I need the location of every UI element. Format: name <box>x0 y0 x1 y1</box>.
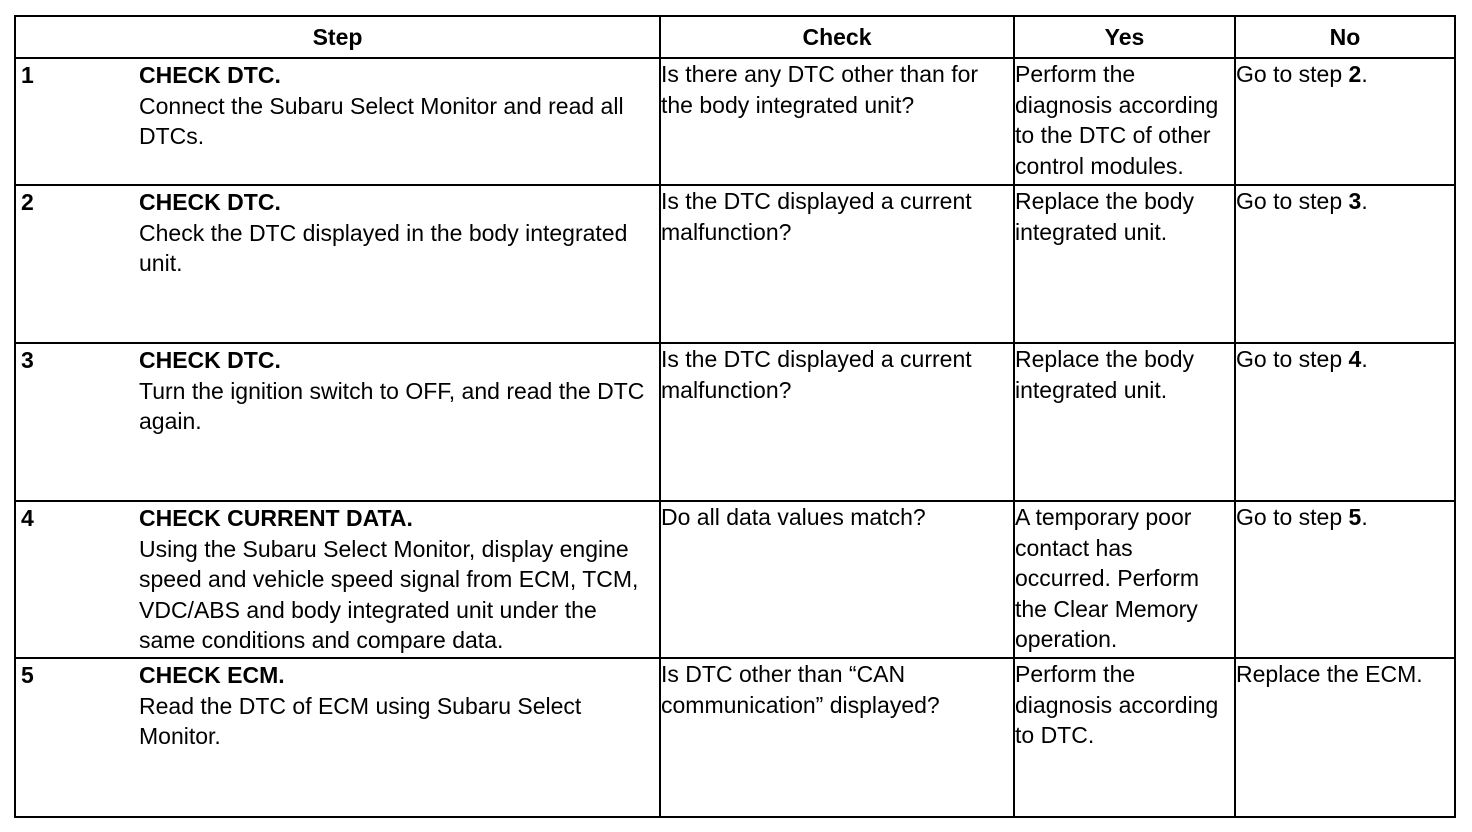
no-text: Go to step <box>1236 61 1349 87</box>
table-row <box>15 58 1455 185</box>
no-cell <box>1235 58 1455 185</box>
step-number: 2 <box>21 189 34 215</box>
no-step-number: 5 <box>1348 504 1362 530</box>
header-yes: Yes <box>1014 16 1235 58</box>
step-cell <box>15 58 660 185</box>
no-text: Go to step <box>1236 504 1349 530</box>
step-title: CHECK DTC. <box>139 189 281 215</box>
step-number: 4 <box>21 505 34 531</box>
no-step-number: 4 <box>1348 346 1362 372</box>
diagnostic-table <box>14 15 1456 818</box>
step-number: 5 <box>21 662 34 688</box>
step-title: CHECK DTC. <box>139 347 281 373</box>
table-row <box>15 658 1455 817</box>
step-title: CHECK ECM. <box>139 662 285 688</box>
no-suffix: . <box>1361 61 1368 87</box>
yes-cell: Replace the body integrated unit. <box>1014 185 1235 343</box>
no-text: Replace the ECM. <box>1236 661 1423 687</box>
table-row <box>15 501 1455 658</box>
step-description: Turn the ignition switch to OFF, and read the DTC again. <box>139 377 645 434</box>
header-check: Check <box>660 16 1014 58</box>
no-cell <box>1235 501 1455 658</box>
no-suffix: . <box>1361 346 1368 372</box>
no-cell <box>1235 185 1455 343</box>
no-text: Go to step <box>1236 346 1349 372</box>
yes-cell: Replace the body integrated unit. <box>1014 343 1235 501</box>
check-cell: Is there any DTC other than for the body integrated unit? <box>660 58 1014 185</box>
yes-cell: Perform the diagnosis according to DTC. <box>1014 658 1235 817</box>
step-description: Using the Subaru Select Monitor, display engine speed and vehicle speed signal from ECM, TCM, VDC/ABS and body integrated unit under the same conditions and compare data. <box>139 535 639 653</box>
step-description: Read the DTC of ECM using Subaru Select Monitor. <box>139 692 582 749</box>
no-text: Go to step <box>1236 188 1349 214</box>
step-title: CHECK DTC. <box>139 62 281 88</box>
no-step-number: 3 <box>1348 188 1362 214</box>
no-cell <box>1235 658 1455 817</box>
step-number: 3 <box>21 347 34 373</box>
check-cell: Is the DTC displayed a current malfunction? <box>660 185 1014 343</box>
step-description: Check the DTC displayed in the body integrated unit. <box>139 219 628 276</box>
header-step: Step <box>15 16 660 58</box>
table-header-row <box>15 16 1455 58</box>
step-cell <box>15 185 660 343</box>
check-cell: Is DTC other than “CAN communication” displayed? <box>660 658 1014 817</box>
table-row <box>15 343 1455 501</box>
step-number: 1 <box>21 62 34 88</box>
no-step-number: 2 <box>1348 61 1362 87</box>
step-description: Connect the Subaru Select Monitor and read all DTCs. <box>139 92 624 149</box>
no-suffix: . <box>1361 504 1368 530</box>
yes-cell: Perform the diagnosis according to the DTC of other control modules. <box>1014 58 1235 185</box>
yes-cell: A temporary poor contact has occurred. Perform the Clear Memory operation. <box>1014 501 1235 658</box>
no-suffix: . <box>1361 188 1368 214</box>
check-cell: Do all data values match? <box>660 501 1014 658</box>
step-title: CHECK CURRENT DATA. <box>139 505 413 531</box>
step-cell <box>15 343 660 501</box>
no-cell <box>1235 343 1455 501</box>
check-cell: Is the DTC displayed a current malfunction? <box>660 343 1014 501</box>
step-cell <box>15 658 660 817</box>
header-no: No <box>1235 16 1455 58</box>
step-cell <box>15 501 660 658</box>
table-row <box>15 185 1455 343</box>
